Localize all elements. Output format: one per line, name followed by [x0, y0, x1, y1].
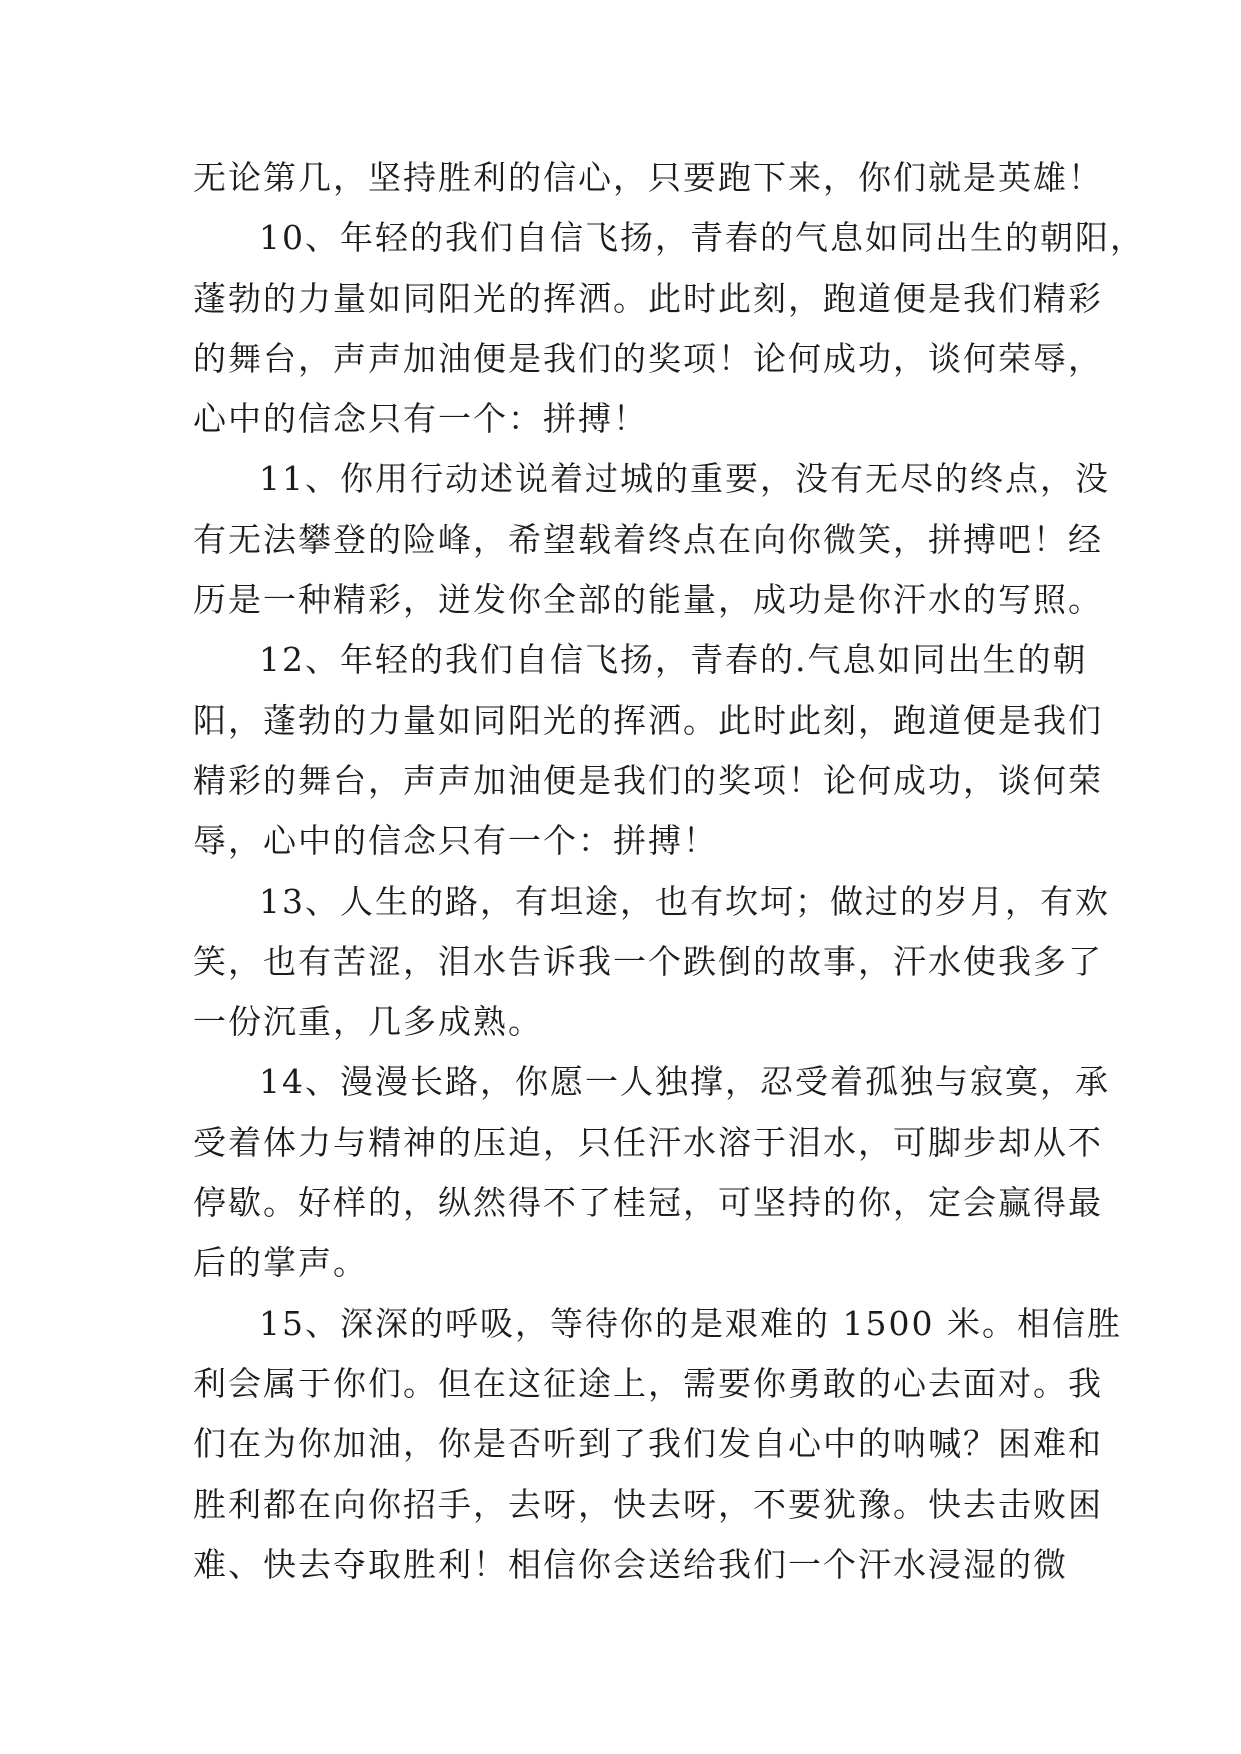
text-line: 胜利都在向你招手，去呀，快去呀，不要犹豫。快去击败困	[193, 1484, 1103, 1524]
paragraph-13-first-line: 13、人生的路，有坦途，也有坎坷；做过的岁月，有欢	[259, 881, 1110, 921]
text-line: 蓬勃的力量如同阳光的挥洒。此时此刻，跑道便是我们精彩	[193, 278, 1103, 318]
document-body	[193, 158, 1145, 1605]
paragraph-10-first-line: 10、年轻的我们自信飞扬，青春的气息如同出生的朝阳，	[259, 218, 1145, 258]
text-line: 难、快去夺取胜利！相信你会送给我们一个汗水浸湿的微	[193, 1544, 1068, 1584]
text-line: 历是一种精彩，迸发你全部的能量，成功是你汗水的写照。	[193, 580, 1103, 620]
text-line: 受着体力与精神的压迫，只任汗水溶于泪水，可脚步却从不	[193, 1122, 1103, 1162]
text-line: 笑，也有苦涩，泪水告诉我一个跌倒的故事，汗水使我多了	[193, 941, 1103, 981]
text-line: 们在为你加油，你是否听到了我们发自心中的呐喊？困难和	[193, 1424, 1103, 1464]
paragraph-15-first-line: 15、深深的呼吸，等待你的是艰难的 1500 米。相信胜	[259, 1303, 1122, 1343]
paragraph-11-first-line: 11、你用行动述说着过城的重要，没有无尽的终点，没	[259, 459, 1110, 499]
text-line: 心中的信念只有一个：拼搏！	[193, 399, 648, 439]
text-line: 后的掌声。	[193, 1243, 368, 1283]
text-line: 一份沉重，几多成熟。	[193, 1002, 543, 1042]
text-line: 停歇。好样的，纵然得不了桂冠，可坚持的你，定会赢得最	[193, 1183, 1103, 1223]
text-line: 辱，心中的信念只有一个：拼搏！	[193, 821, 718, 861]
text-line: 利会属于你们。但在这征途上，需要你勇敢的心去面对。我	[193, 1363, 1103, 1403]
text-line: 无论第几，坚持胜利的信心，只要跑下来，你们就是英雄！	[193, 158, 1103, 197]
text-line: 阳，蓬勃的力量如同阳光的挥洒。此时此刻，跑道便是我们	[193, 700, 1103, 740]
text-line: 精彩的舞台，声声加油便是我们的奖项！论何成功，谈何荣	[193, 760, 1103, 800]
text-line: 有无法攀登的险峰，希望载着终点在向你微笑，拼搏吧！经	[193, 519, 1103, 559]
paragraph-14-first-line: 14、漫漫长路，你愿一人独撑，忍受着孤独与寂寞，承	[259, 1062, 1110, 1102]
paragraph-12-first-line: 12、年轻的我们自信飞扬，青春的.气息如同出生的朝	[259, 640, 1088, 680]
text-line: 的舞台，声声加油便是我们的奖项！论何成功，谈何荣辱，	[193, 338, 1103, 378]
